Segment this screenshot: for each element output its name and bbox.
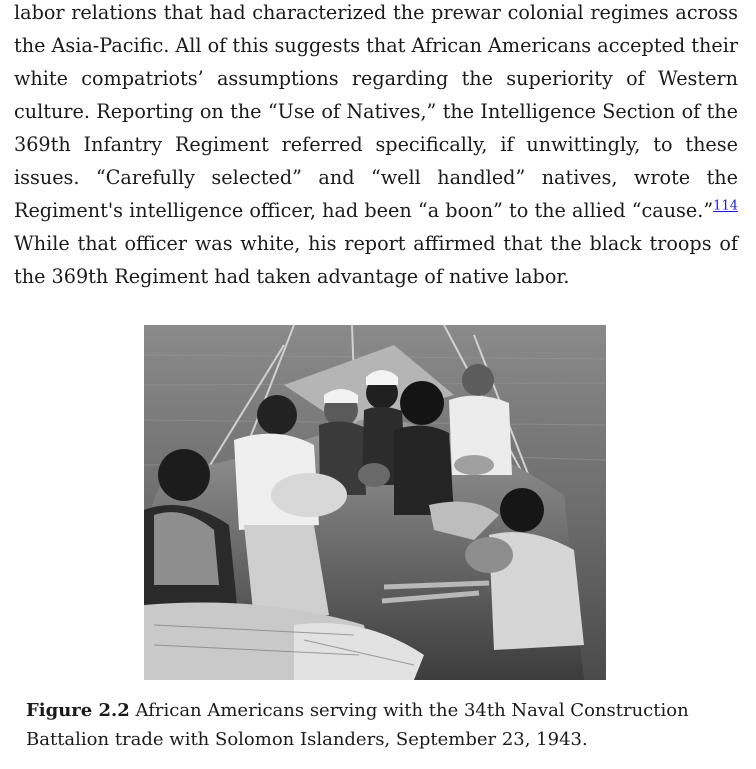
body-paragraph: [14, 0, 738, 293]
footnote-link-114[interactable]: 114: [713, 198, 738, 214]
paragraph-text-before-footnote: labor relations that had characterized the prewar colonial regimes across the Asia-Pacific. All of this suggests that African Americans accepted their white compatriots’ assumptions regarding the superiority of Western culture. Reporting on the “Use of Natives,” the Intelligence Section of the 369th Infantry Regiment referred specifically, if unwittingly, to these issues. “Carefully selected” and “well handled” natives, wrote the Regiment's intelligence officer, had been “a boon” to the allied “cause.”: [14, 1, 738, 222]
boat-trade-photo: [144, 325, 606, 680]
figure-label: Figure 2.2: [26, 700, 130, 721]
paragraph-text-after-footnote: While that officer was white, his report affirmed that the black troops of the 369th Regiment had taken advantage of native labor.: [14, 232, 738, 288]
figure-caption-text: African Americans serving with the 34th Naval Construction Battalion trade with Solomon Islanders, September 23, 1943.: [26, 700, 689, 750]
figure-photo: [144, 325, 606, 680]
figure-caption: [26, 696, 716, 754]
